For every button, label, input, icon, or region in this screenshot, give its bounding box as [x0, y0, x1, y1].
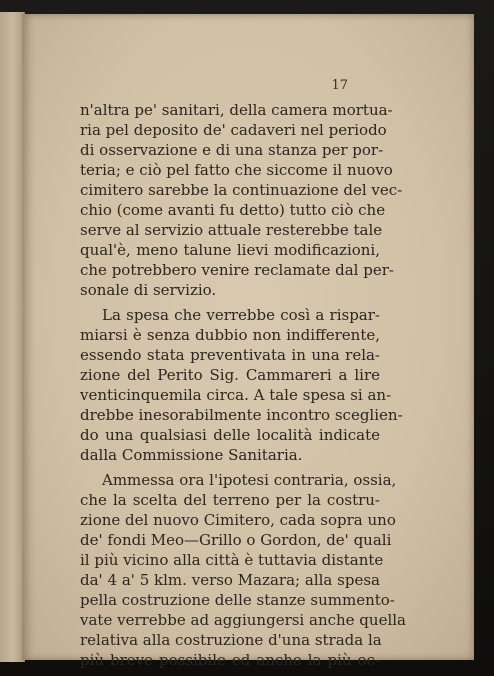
text-line: qual'è, meno talune lievi modificazioni, [80, 241, 380, 259]
text-line: miarsi è senza dubbio non indifferente, [80, 326, 380, 344]
text-line: zione del nuovo Cimitero, cada sopra uno [80, 511, 396, 529]
text-line: venticinquemila circa. A tale spesa si an- [80, 386, 392, 404]
text-line: relativa alla costruzione d'una strada la [80, 631, 382, 649]
text-line: n'altra pe' sanitari, della camera mortua- [80, 101, 393, 119]
text-line: da' 4 a' 5 klm. verso Mazara; alla spesa [80, 571, 380, 589]
text-line: ria pel deposito de' cadaveri nel periodo [80, 121, 387, 139]
text-line: zione del Perito Sig. Cammareri a lire [80, 366, 380, 384]
page-number: 17 [331, 78, 348, 93]
text-line: essendo stata preventivata in una rela- [80, 346, 380, 364]
text-line: che la scelta del terreno per la costru- [80, 491, 380, 509]
text-line: più breve possibile ed anche la più oc- [80, 651, 380, 669]
text-line: il più vicino alla città è tuttavia distante [80, 551, 384, 569]
text-line: do una qualsiasi delle località indicate [80, 426, 380, 444]
text-line: chio (come avanti fu detto) tutto ciò che [80, 201, 386, 219]
text-line: teria; e ciò pel fatto che siccome il nuovo [80, 161, 393, 179]
text-line: dalla Commissione Sanitaria. [80, 446, 303, 464]
text-line: sonale di servizio. [80, 281, 217, 299]
text-line: serve al servizio attuale resterebbe tale [80, 221, 383, 239]
text-line: La spesa che verrebbe così a rispar- [102, 306, 380, 324]
text-line: de' fondi Meo—Grillo o Gordon, de' quali [80, 531, 392, 549]
text-line: di osservazione e di una stanza per por- [80, 141, 384, 159]
book-page [22, 14, 474, 669]
text-line: cimitero sarebbe la continuazione del vec- [80, 181, 403, 199]
text-line: pella costruzione delle stanze summento- [80, 591, 395, 609]
text-line: vate verrebbe ad aggiungersi anche quella [80, 611, 406, 629]
page-text [80, 100, 406, 670]
text-line: drebbe inesorabilmente incontro sceglien- [80, 406, 403, 424]
text-line: Ammessa ora l'ipotesi contraria, ossia, [102, 471, 397, 489]
text-line: che potrebbero venire reclamate dal per- [80, 261, 394, 279]
